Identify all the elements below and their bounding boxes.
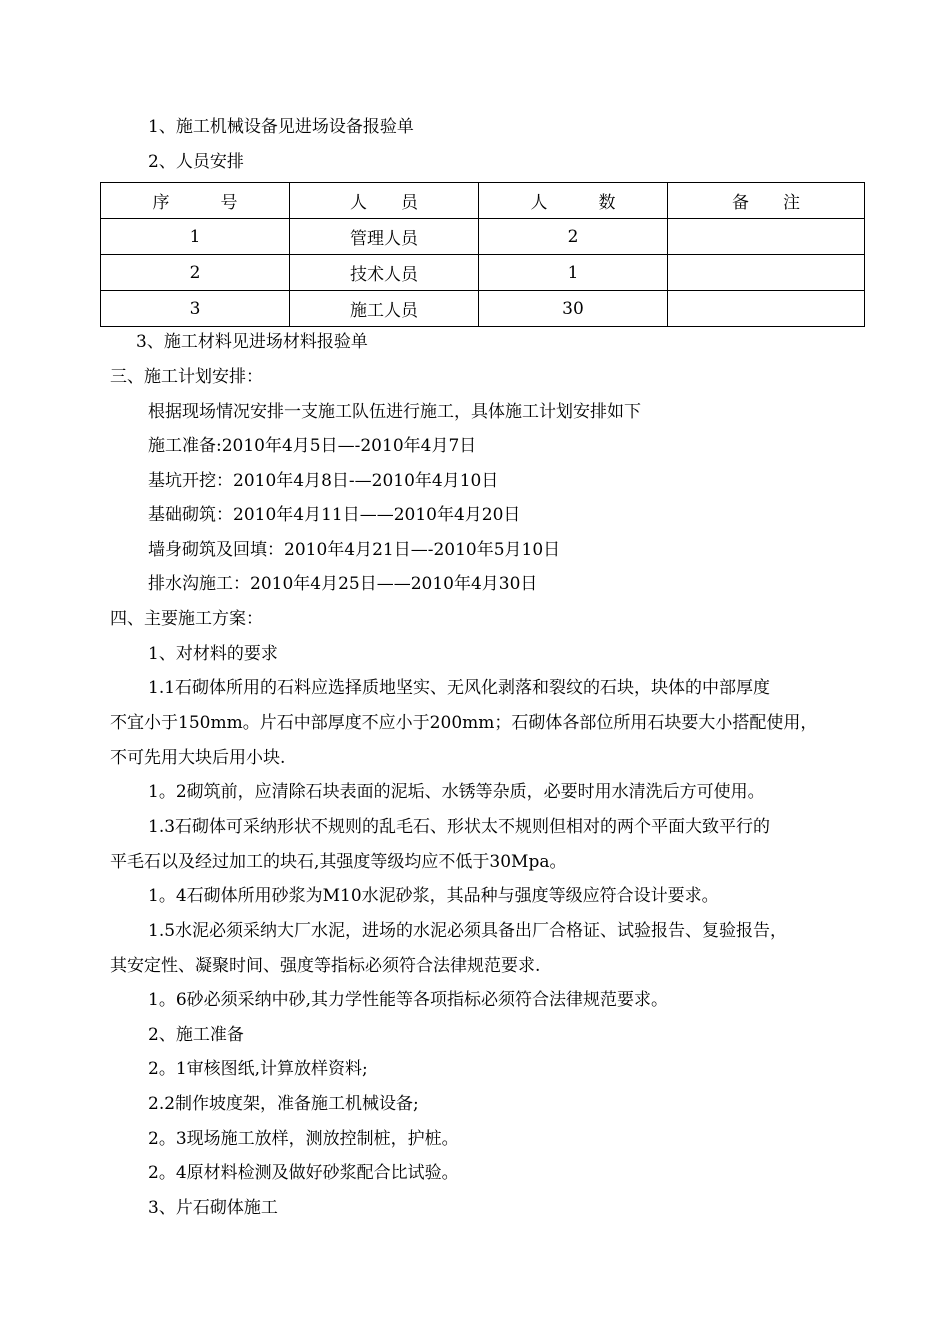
table-cell bbox=[668, 255, 865, 291]
subheading: 2、施工准备 bbox=[148, 1025, 244, 1045]
paragraph-line: 1。4石砌体所用砂浆为M10水泥砂浆，其品种与强度等级应符合设计要求。 bbox=[148, 886, 719, 906]
header-cell-remarks: 备 注 bbox=[668, 183, 865, 219]
table-cell: 3 bbox=[101, 291, 290, 327]
paragraph-line: 平毛石以及经过加工的块石,其强度等级均应不低于30Mpa。 bbox=[110, 852, 567, 872]
schedule-item: 基础砌筑：2010年4月11日——2010年4月20日 bbox=[148, 505, 521, 525]
header-cell-personnel: 人 员 bbox=[290, 183, 479, 219]
paragraph-line: 不宜小于150mm。片石中部厚度不应小于200mm；石砌体各部位所用石块要大小搭配使用， bbox=[110, 713, 818, 733]
header-cell-no: 序 号 bbox=[101, 183, 290, 219]
section-heading-plan: 三、施工计划安排： bbox=[110, 367, 263, 387]
paragraph-line: 1。6砂必须采纳中砂,其力学性能等各项指标必须符合法律规范要求。 bbox=[148, 990, 669, 1010]
staff-table bbox=[100, 182, 865, 327]
table-header-row bbox=[101, 183, 865, 219]
paragraph-line: 其安定性、凝聚时间、强度等指标必须符合法律规范要求. bbox=[110, 956, 541, 976]
paragraph: 根据现场情况安排一支施工队伍进行施工，具体施工计划安排如下 bbox=[148, 402, 641, 422]
table-cell: 施工人员 bbox=[290, 291, 479, 327]
paragraph-line: 2。1审核图纸,计算放样资料; bbox=[148, 1059, 368, 1079]
header-cell-count: 人 数 bbox=[479, 183, 668, 219]
schedule-item: 施工准备:2010年4月5日—-2010年4月7日 bbox=[148, 436, 477, 456]
table-row bbox=[101, 219, 865, 255]
item-materials: 3、施工材料见进场材料报验单 bbox=[136, 332, 368, 352]
paragraph-line: 2.2制作坡度架，准备施工机械设备; bbox=[148, 1094, 419, 1114]
section-heading-scheme: 四、主要施工方案： bbox=[110, 609, 263, 629]
table-cell: 2 bbox=[101, 255, 290, 291]
item-staffing: 2、人员安排 bbox=[148, 152, 244, 172]
schedule-item: 墙身砌筑及回填：2010年4月21日—-2010年5月10日 bbox=[148, 540, 561, 560]
subheading: 1、对材料的要求 bbox=[148, 644, 278, 664]
paragraph-line: 1.3石砌体可采纳形状不规则的乱毛石、形状太不规则但相对的两个平面大致平行的 bbox=[148, 817, 771, 837]
table-cell bbox=[668, 219, 865, 255]
table-cell: 技术人员 bbox=[290, 255, 479, 291]
paragraph-line: 1。2砌筑前，应清除石块表面的泥垢、水锈等杂质，必要时用水清洗后方可使用。 bbox=[148, 782, 765, 802]
table-cell: 30 bbox=[479, 291, 668, 327]
table-cell: 1 bbox=[479, 255, 668, 291]
table-cell: 1 bbox=[101, 219, 290, 255]
table-row bbox=[101, 255, 865, 291]
item-equipment: 1、施工机械设备见进场设备报验单 bbox=[148, 117, 414, 137]
schedule-item: 基坑开挖：2010年4月8日-—2010年4月10日 bbox=[148, 471, 499, 491]
paragraph-line: 不可先用大块后用小块. bbox=[110, 748, 286, 768]
paragraph-line: 2。4原材料检测及做好砂浆配合比试验。 bbox=[148, 1163, 459, 1183]
paragraph-line: 1.5水泥必须采纳大厂水泥，进场的水泥必须具备出厂合格证、试验报告、复验报告， bbox=[148, 921, 788, 941]
table-cell bbox=[668, 291, 865, 327]
paragraph-line: 2。3现场施工放样，测放控制桩，护桩。 bbox=[148, 1129, 459, 1149]
table-row bbox=[101, 291, 865, 327]
table-cell: 管理人员 bbox=[290, 219, 479, 255]
paragraph-line: 1.1石砌体所用的石料应选择质地坚实、无风化剥落和裂纹的石块，块体的中部厚度 bbox=[148, 678, 771, 698]
table-cell: 2 bbox=[479, 219, 668, 255]
subheading: 3、片石砌体施工 bbox=[148, 1198, 278, 1218]
schedule-item: 排水沟施工：2010年4月25日——2010年4月30日 bbox=[148, 574, 538, 594]
